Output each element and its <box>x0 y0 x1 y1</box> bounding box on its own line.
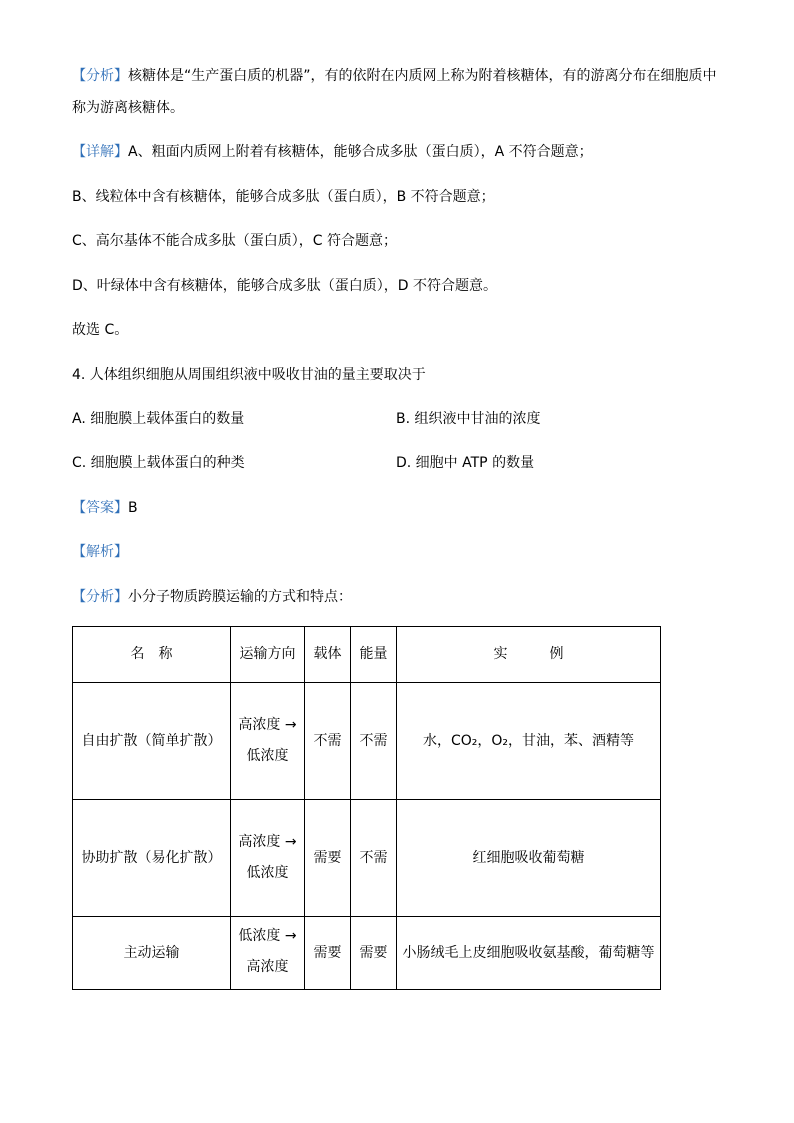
direction-text: 高浓度 → 低浓度 <box>238 717 297 764</box>
explain-line <box>72 542 128 562</box>
explain-tag: 【解析】 <box>72 544 128 560</box>
cell-energy: 不需 <box>351 683 397 800</box>
table-row <box>73 683 661 800</box>
detail-line-d: D、叶绿体中含有核糖体，能够合成多肽（蛋白质），D 不符合题意。 <box>72 278 498 294</box>
header-carrier: 载体 <box>305 627 351 683</box>
direction-text: 低浓度 → 高浓度 <box>238 928 297 975</box>
analysis-text: 核糖体是“生产蛋白质的机器”，有的依附在内质网上称为附着核糖体，有的游离分布在细胞质中 <box>128 68 717 84</box>
header-name: 名 称 <box>73 627 231 683</box>
table-header-row <box>73 627 661 683</box>
header-example: 实 例 <box>397 627 661 683</box>
cell-direction <box>231 917 305 990</box>
cell-example: 水，CO₂，O₂，甘油，苯、酒精等 <box>397 683 661 800</box>
analysis-line-2: 称为游离核糖体。 <box>72 100 184 116</box>
cell-carrier: 需要 <box>305 917 351 990</box>
question-stem: 4. 人体组织细胞从周围组织液中吸收甘油的量主要取决于 <box>72 367 426 383</box>
cell-name: 自由扩散（简单扩散） <box>73 683 231 800</box>
header-energy: 能量 <box>351 627 397 683</box>
analysis-tag: 【分析】 <box>72 68 128 84</box>
detail-line-c: C、高尔基体不能合成多肽（蛋白质），C 符合题意； <box>72 233 397 249</box>
detail-a-text: A、粗面内质网上附着有核糖体，能够合成多肽（蛋白质），A 不符合题意； <box>128 144 593 160</box>
cell-carrier: 不需 <box>305 683 351 800</box>
analysis2-text: 小分子物质跨膜运输的方式和特点： <box>128 589 352 605</box>
cell-example: 小肠绒毛上皮细胞吸收氨基酸，葡萄糖等 <box>397 917 661 990</box>
table-row <box>73 800 661 917</box>
analysis2-line <box>72 587 352 607</box>
cell-carrier: 需要 <box>305 800 351 917</box>
cell-direction <box>231 800 305 917</box>
option-d: D. 细胞中 ATP 的数量 <box>396 455 535 471</box>
direction-clip <box>235 921 300 985</box>
cell-energy: 不需 <box>351 800 397 917</box>
cell-name: 协助扩散（易化扩散） <box>73 800 231 917</box>
option-a: A. 细胞膜上载体蛋白的数量 <box>72 411 245 427</box>
conclusion-line: 故选 C。 <box>72 322 129 338</box>
option-c: C. 细胞膜上载体蛋白的种类 <box>72 455 245 471</box>
analysis-line-1 <box>72 66 717 86</box>
cell-example: 红细胞吸收葡萄糖 <box>397 800 661 917</box>
cell-energy: 需要 <box>351 917 397 990</box>
analysis2-tag: 【分析】 <box>72 589 128 605</box>
transport-table <box>72 626 661 990</box>
detail-line-b: B、线粒体中含有核糖体，能够合成多肽（蛋白质），B 不符合题意； <box>72 189 495 205</box>
detail-line-a <box>72 142 593 162</box>
table-row <box>73 917 661 990</box>
answer-line <box>72 498 138 518</box>
answer-value: B <box>128 500 138 516</box>
detail-tag: 【详解】 <box>72 144 128 160</box>
direction-text: 高浓度 → 低浓度 <box>238 834 297 881</box>
cell-name: 主动运输 <box>73 917 231 990</box>
header-direction: 运输方向 <box>231 627 305 683</box>
cell-direction <box>231 683 305 800</box>
answer-tag: 【答案】 <box>72 500 128 516</box>
option-b: B. 组织液中甘油的浓度 <box>396 411 541 427</box>
